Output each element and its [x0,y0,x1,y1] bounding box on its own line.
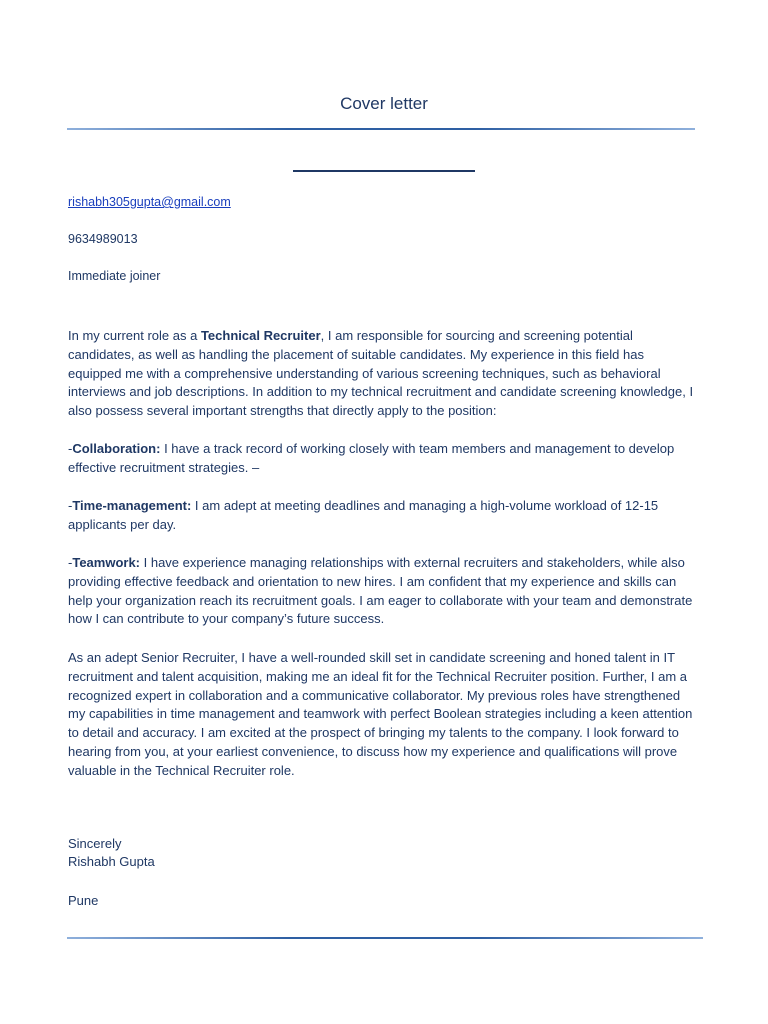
short-divider [293,170,475,172]
teamwork-heading: Teamwork: [72,555,141,570]
intro-role-bold: Technical Recruiter [200,328,321,343]
summary-paragraph: As an adept Senior Recruiter, I have a well-rounded skill set in candidate screening and honed talent in IT recruitment and talent acquisition, making me an ideal fit for the Technical Recruiter position. Further, I am a recognized expert in collaboration and a communicative collaborator. My previous roles have strengthened my capabilities in time management and teamwork with perfect Boolean strategies including a keen attention to detail and accuracy. I am excited at the prospect of bringing my talents to the company. I look forward to hearing from you, at your earliest convenience, to discuss how my experience and qualifications will prove valuable in the Technical Recruiter role. [68,650,693,778]
phone-number: 9634989013 [68,232,138,246]
email-link[interactable]: rishabh305gupta@gmail.com [68,195,231,209]
collaboration-dash: - [68,441,73,456]
time-management-dash: - [68,498,73,513]
teamwork-text: I have experience managing relationships with external recruiters and stakeholders, while also providing effective feedback and orientation to new hires. I am confident that my experience and skills can help your organization reach its recruitment goals. I am eager to collaborate with your team and demonstrate how I can contribute to your company’s future success. [68,555,693,627]
intro-text-pre: In my current role as a [68,328,201,343]
intro-paragraph [68,327,698,421]
collaboration-paragraph [68,440,698,478]
availability-text: Immediate joiner [68,269,161,283]
teamwork-dash: - [68,555,73,570]
collaboration-heading: Collaboration: [72,441,161,456]
closing-salutation: Sincerely [68,836,122,851]
bottom-divider [67,937,703,939]
collaboration-text: I have a track record of working closely with team members and management to develop effective recruitment strategies. – [68,441,675,475]
signature-name: Rishabh Gupta [68,854,155,869]
top-divider [67,128,695,130]
time-management-paragraph [68,497,698,535]
signature-city: Pune [68,893,99,908]
document-title: Cover letter [340,94,428,113]
teamwork-paragraph [68,554,698,629]
time-management-text: I am adept at meeting deadlines and managing a high-volume workload of 12-15 applicants per day. [68,498,659,532]
time-management-heading: Time-management: [72,498,192,513]
intro-text-post: , I am responsible for sourcing and screening potential candidates, as well as handling the placement of suitable candidates. My experience in this field has equipped me with a comprehensive understanding of various screening techniques, such as behavioral interviews and job descriptions. In addition to my technical recruitment and candidate screening knowledge, I also possess several important strengths that directly apply to the position: [68,328,694,419]
